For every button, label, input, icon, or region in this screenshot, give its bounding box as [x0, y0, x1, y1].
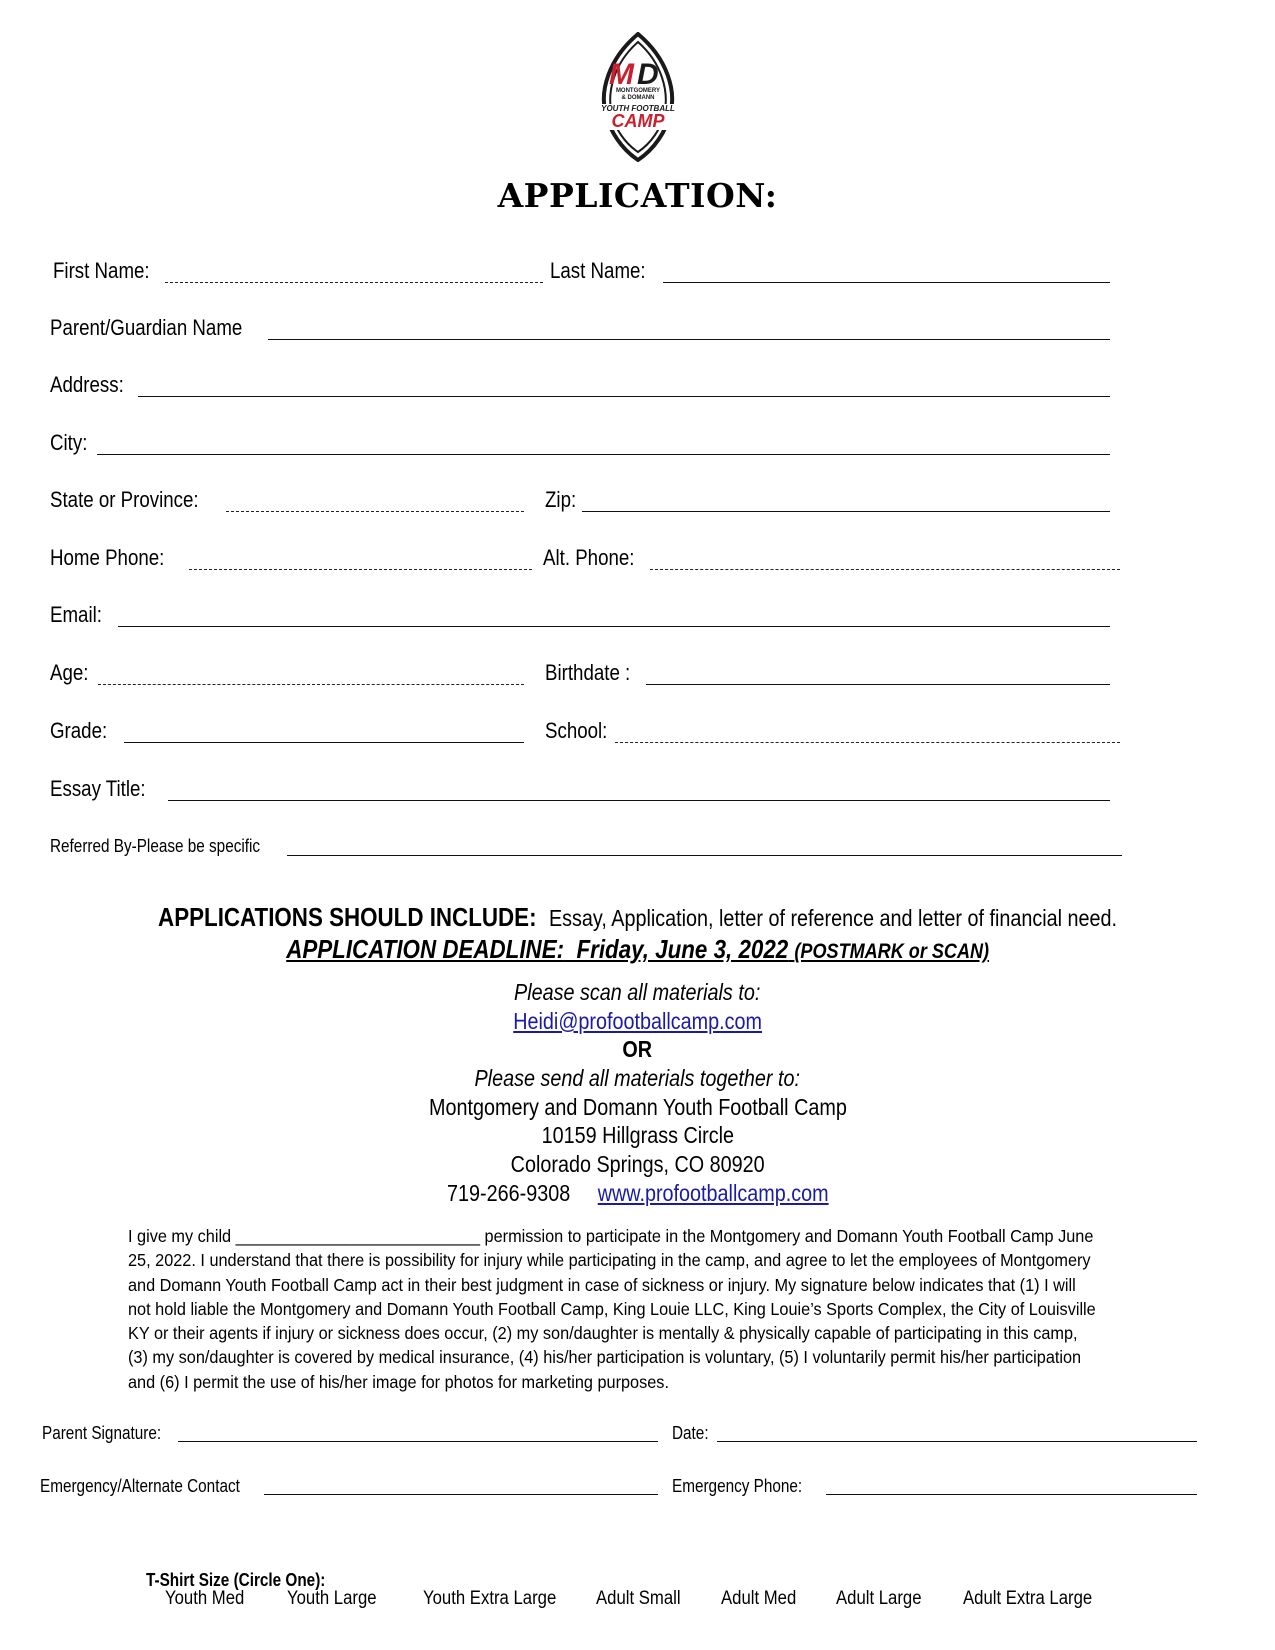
- website-link[interactable]: www.profootballcamp.com: [597, 1180, 829, 1206]
- parent-guardian-label: Parent/Guardian Name: [50, 315, 243, 340]
- tshirt-option-adult-small[interactable]: Adult Small: [596, 1588, 681, 1609]
- deadline-date: Friday, June 3, 2022: [576, 934, 789, 964]
- birthdate-field[interactable]: [646, 684, 1110, 685]
- waiver-line: (3) my son/daughter is covered by medical insurance, (4) his/her participation is voluntary, (5) I voluntarily permit his/her participation: [128, 1347, 1082, 1368]
- waiver-line: and Domann Youth Football Camp act in their best judgment in case of sickness or injury. My signature below indicates that (1) I will: [128, 1274, 1076, 1295]
- svg-text:MONTGOMERY: MONTGOMERY: [615, 88, 661, 94]
- deadline-line: [0, 934, 1275, 965]
- state-label: State or Province:: [50, 487, 199, 512]
- essay-title-field[interactable]: [168, 800, 1110, 801]
- or-divider: OR: [622, 1036, 653, 1062]
- svg-text:D: D: [637, 58, 659, 91]
- home-phone-field[interactable]: [189, 569, 532, 570]
- address-label: Address:: [50, 372, 124, 397]
- alt-phone-field[interactable]: [650, 569, 1120, 570]
- svg-text:& DOMANN: & DOMANN: [621, 95, 655, 101]
- age-label: Age:: [50, 660, 89, 685]
- tshirt-option-youth-xl[interactable]: Youth Extra Large: [423, 1588, 557, 1609]
- referred-by-field[interactable]: [287, 855, 1122, 856]
- tshirt-option-adult-large[interactable]: Adult Large: [836, 1588, 922, 1609]
- football-logo-icon: [597, 32, 679, 162]
- last-name-field[interactable]: [663, 282, 1110, 283]
- emergency-phone-field[interactable]: [826, 1494, 1197, 1495]
- include-text: Essay, Application, letter of reference and letter of financial need.: [548, 905, 1117, 931]
- svg-text:M: M: [609, 58, 634, 91]
- waiver-paragraph: [128, 1224, 1148, 1394]
- tshirt-option-adult-xl[interactable]: Adult Extra Large: [963, 1588, 1093, 1609]
- parent-guardian-field[interactable]: [268, 339, 1110, 340]
- parent-signature-label: Parent Signature:: [42, 1423, 162, 1443]
- email-link-row: [0, 1008, 1275, 1035]
- zip-label: Zip:: [545, 487, 577, 512]
- tshirt-option-youth-large[interactable]: Youth Large: [287, 1588, 377, 1609]
- first-name-label: First Name:: [53, 258, 150, 283]
- tshirt-size-label: T-Shirt Size (Circle One):: [146, 1570, 326, 1590]
- page-title: APPLICATION:: [497, 176, 778, 215]
- essay-title-label: Essay Title:: [50, 776, 146, 801]
- camp-logo: [597, 32, 679, 162]
- school-label: School:: [545, 718, 608, 743]
- waiver-line: 25, 2022. I understand that there is possibility for injury while participating in the camp, and agree to let the employees of Montgomery: [128, 1250, 1091, 1271]
- city-field[interactable]: [97, 454, 1110, 455]
- grade-field[interactable]: [124, 742, 524, 743]
- include-label: APPLICATIONS SHOULD INCLUDE:: [157, 902, 537, 932]
- org-name: Montgomery and Domann Youth Football Camp: [428, 1094, 847, 1120]
- email-link[interactable]: Heidi@profootballcamp.com: [513, 1008, 762, 1034]
- emergency-contact-field[interactable]: [264, 1494, 658, 1495]
- home-phone-label: Home Phone:: [50, 545, 165, 570]
- waiver-line: KY or their agents if injury or sickness does occur, (2) my son/daughter is mentally & physically capable of participating in this camp,: [128, 1323, 1078, 1344]
- waiver-line: and (6) I permit the use of his/her image for photos for marketing purposes.: [128, 1371, 669, 1392]
- alt-phone-label: Alt. Phone:: [543, 545, 635, 570]
- contact-row: [0, 1180, 1275, 1207]
- last-name-label: Last Name:: [550, 258, 646, 283]
- date-label: Date:: [672, 1423, 709, 1443]
- send-instructions: Please send all materials together to:: [474, 1065, 801, 1091]
- referred-by-label: Referred By-Please be specific: [50, 836, 261, 856]
- deadline-label: APPLICATION DEADLINE:: [286, 934, 564, 964]
- applications-include-line: [0, 902, 1275, 933]
- zip-field[interactable]: [582, 511, 1110, 512]
- svg-text:YOUTH FOOTBALL: YOUTH FOOTBALL: [601, 104, 675, 113]
- parent-signature-field[interactable]: [178, 1441, 658, 1442]
- deadline-note: (POSTMARK or SCAN): [794, 940, 989, 963]
- phone-number: 719-266-9308: [446, 1180, 570, 1206]
- school-field[interactable]: [615, 742, 1120, 743]
- tshirt-option-youth-med[interactable]: Youth Med: [165, 1588, 245, 1609]
- city-label: City:: [50, 430, 88, 455]
- street-address: 10159 Hillgrass Circle: [541, 1122, 734, 1148]
- grade-label: Grade:: [50, 718, 108, 743]
- tshirt-option-adult-med[interactable]: Adult Med: [721, 1588, 797, 1609]
- city-state-zip: Colorado Springs, CO 80920: [510, 1151, 765, 1177]
- state-field[interactable]: [226, 511, 524, 512]
- waiver-line: I give my child ___________________________ permission to participate in the Montgomery and Domann Youth Football Camp June: [128, 1226, 1094, 1246]
- scan-instructions: Please scan all materials to:: [514, 979, 761, 1005]
- address-field[interactable]: [138, 396, 1110, 397]
- emergency-phone-label: Emergency Phone:: [672, 1476, 803, 1496]
- emergency-contact-label: Emergency/Alternate Contact: [40, 1476, 240, 1496]
- age-field[interactable]: [98, 684, 524, 685]
- first-name-field[interactable]: [165, 282, 543, 283]
- email-field[interactable]: [118, 626, 1110, 627]
- email-label: Email:: [50, 602, 102, 627]
- svg-text:CAMP: CAMP: [611, 111, 665, 131]
- date-field[interactable]: [717, 1441, 1197, 1442]
- waiver-line: not hold liable the Montgomery and Domann Youth Football Camp, King Louie LLC, King Louie’s Sports Complex, the City of Louisville: [128, 1298, 1096, 1319]
- birthdate-label: Birthdate :: [545, 660, 631, 685]
